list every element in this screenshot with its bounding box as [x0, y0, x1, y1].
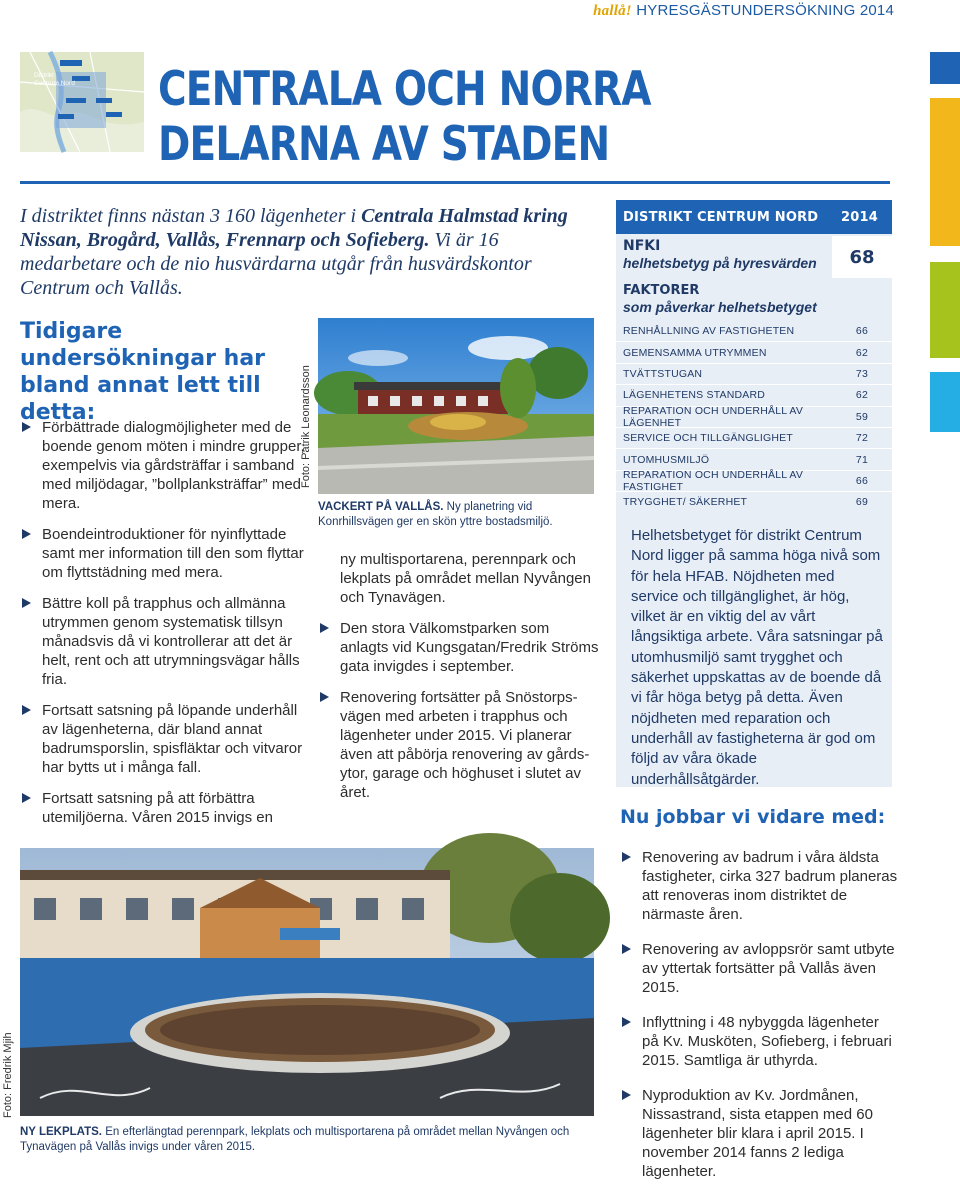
- title-rule: [20, 181, 890, 184]
- list-item: Fortsatt satsning på löpande underhåll av lägenheterna, där bland annat badrumsporslin, spisfläktar och vitvaror har bytts ut i många fall.: [20, 701, 310, 777]
- factor-row: [616, 320, 892, 341]
- factor-value: 71: [855, 453, 868, 466]
- factor-name: REPARATION OCH UNDERHÅLL AV FASTIGHET: [623, 468, 804, 493]
- brand-name: hallå!: [593, 3, 632, 19]
- factor-name: RENHÅLLNING AV FASTIGHETEN: [623, 324, 795, 337]
- list-item: Renovering fortsätter på Snöstorpsvägen med arbeten i trapphus och lägenheter under 2015. Vi planerar även att påbörja renovering av gårdsytor, garage och höghuset i slutet av året.: [318, 688, 600, 802]
- intro-text-1: I distriktet finns nästan 3 160 lägenheter i: [20, 205, 362, 227]
- running-header-title: HYRESGÄSTUNDERSÖKNING 2014: [636, 2, 894, 19]
- intro-paragraph: [20, 204, 586, 300]
- factor-value: 72: [855, 432, 868, 445]
- intro-text-bold: Centrala Halmstad kring Nissan, Brogård, Vallås, Frennarp och Sofieberg.: [20, 205, 568, 251]
- caption-1-text: Ny planetring vid Konrhillsvägen ger en skön yttre bostadsmiljö.: [318, 501, 553, 528]
- factor-value: 59: [855, 410, 868, 423]
- factor-value: 62: [855, 346, 868, 359]
- factors-heading: [623, 282, 883, 316]
- factor-name: REPARATION OCH UNDERHÅLL AV LÄGENHET: [623, 404, 804, 429]
- factor-name: UTOMHUSMILJÖ: [623, 453, 710, 466]
- factor-value: 62: [855, 389, 868, 402]
- photo-caption-2: [20, 1125, 600, 1155]
- next-steps-list: [620, 848, 898, 1197]
- map-district-label: Distrikt Centrum Nord: [34, 72, 75, 87]
- caption-1-lead: VACKERT PÅ VALLÅS.: [318, 501, 444, 513]
- factor-row: [616, 470, 892, 491]
- list-item: Förbättrade dialogmöjligheter med de boende genom möten i mindre grupper, exempelvis via gårdsträffar i samband med miljödagar, ”bollplanksträffar” med mera.: [20, 418, 310, 513]
- factor-name: LÄGENHETENS STANDARD: [623, 389, 766, 402]
- panel-year: 2014: [841, 209, 878, 225]
- left-bullet-list: [20, 418, 310, 839]
- nfki-panel: [616, 200, 892, 787]
- caption-2-lead: NY LEKPLATS.: [20, 1126, 102, 1138]
- panel-body-text: Helhetsbetyget för distrikt Centrum Nord ligger på samma höga nivå som för hela HFAB. Nöjdheten med service och tillgänglighet, är hög, vilket är en viktig del av vårt långsiktiga arbete. Våra satsningar på utomhusmiljö samt trygghet och säkerhet uppskattas av de boende då vi får höga betyg på detta. Även nöjdheten med reparation och underhåll av fastigheterna är god om följd av våra ökade underhållsåtgärder.: [631, 527, 883, 788]
- factor-row: [616, 363, 892, 384]
- list-item: Inflyttning i 48 nybyggda lägenheter på Kv. Musköten, Sofieberg, i februari 2015. Samtliga är uthyrda.: [620, 1013, 898, 1070]
- factor-row: [616, 448, 892, 469]
- list-item-continuation: ny multisportarena, perennpark och lekplats på området mellan Nyvången och Tynavägen.: [340, 551, 591, 606]
- panel-header: [616, 200, 892, 234]
- list-item: Bättre koll på trapphus och allmänna utrymmen genom systematisk tillsyn månadsvis då vi kontrollerar att det är helt, rent och att utrymningsvägar hålls fria.: [20, 594, 310, 689]
- next-steps-heading: Nu jobbar vi vidare med:: [620, 806, 886, 828]
- factor-name: TRYGGHET/ SÄKERHET: [623, 496, 748, 509]
- nfki-block: [623, 238, 843, 272]
- running-header: [593, 2, 894, 20]
- list-item: Renovering av badrum i våra äldsta fastigheter, cirka 327 badrum planeras att renoveras inom distriktet de närmaste åren.: [620, 848, 898, 924]
- middle-bullet-list: [318, 550, 600, 814]
- page-title-line-1: CENTRALA OCH NORRA: [158, 62, 651, 117]
- nfki-label: NFKI: [623, 238, 661, 254]
- color-strip-cyan: [930, 372, 960, 432]
- list-item: Boendeintroduktioner för nyinflyttade samt mer information till den som flyttar om flyttstädning med mera.: [20, 525, 310, 582]
- factor-row: [616, 341, 892, 362]
- page-title-line-2: DELARNA AV STADEN: [158, 117, 610, 172]
- factor-row: [616, 406, 892, 427]
- nfki-score: 68: [832, 236, 892, 278]
- photo-vallas-garden: [318, 318, 594, 494]
- intro-text-2: Vi är 16 medarbetare och de nio husvärdarna utgår från husvärdskontor Centrum och Vallås.: [20, 229, 532, 299]
- nfki-sublabel: helhetsbetyg på hyresvärden: [623, 255, 817, 271]
- factor-value: 73: [855, 367, 868, 380]
- photo-playground: [20, 848, 594, 1116]
- factors-label: FAKTORER: [623, 283, 700, 298]
- list-item: Nyproduktion av Kv. Jordmånen, Nissastrand, sista etappen med 60 lägenheter blir klara i april 2015. I november 2014 fanns 2 lediga lägenheter.: [620, 1086, 898, 1181]
- factor-name: TVÄTTSTUGAN: [623, 367, 703, 380]
- factor-name: SERVICE OCH TILLGÄNGLIGHET: [623, 432, 793, 445]
- district-map: [20, 52, 144, 152]
- color-strip-green: [930, 262, 960, 358]
- list-item: Den stora Välkomstparken som anlagts vid Kungsgatan/Fredrik Ströms gata invigdes i september.: [318, 619, 600, 676]
- factor-value: 66: [855, 324, 868, 337]
- photo-caption-1: [318, 500, 600, 530]
- section-heading: Tidigare undersökningar har bland annat lett till detta:: [20, 319, 266, 425]
- factor-row: [616, 384, 892, 405]
- factor-table: [616, 320, 892, 513]
- page-title: [158, 62, 673, 172]
- list-item: Renovering av avloppsrör samt utbyte av yttertak fortsätter på Vallås även 2015.: [620, 940, 898, 997]
- photo-credit-2: Foto: Fredrik Mjih: [2, 1032, 14, 1118]
- list-item: Fortsatt satsning på att förbättra utemiljöerna. Våren 2015 invigs en: [20, 789, 310, 827]
- panel-district: DISTRIKT CENTRUM NORD: [623, 209, 819, 225]
- photo-credit-1: Foto: Patrik Leonardsson: [300, 365, 312, 488]
- factor-row: [616, 427, 892, 448]
- caption-2-text: En efterlängtad perennpark, lekplats och multisportarena på området mellan Nyvången och Tynavägen på Vallås invigs under våren 2015.: [20, 1126, 570, 1153]
- factor-row: [616, 491, 892, 512]
- color-strip-blue: [930, 52, 960, 84]
- factor-name: GEMENSAMMA UTRYMMEN: [623, 346, 767, 359]
- factor-value: 69: [855, 496, 868, 509]
- color-strip-yellow: [930, 98, 960, 246]
- factor-value: 66: [855, 474, 868, 487]
- factors-sublabel: som påverkar helhetsbetyget: [623, 299, 817, 315]
